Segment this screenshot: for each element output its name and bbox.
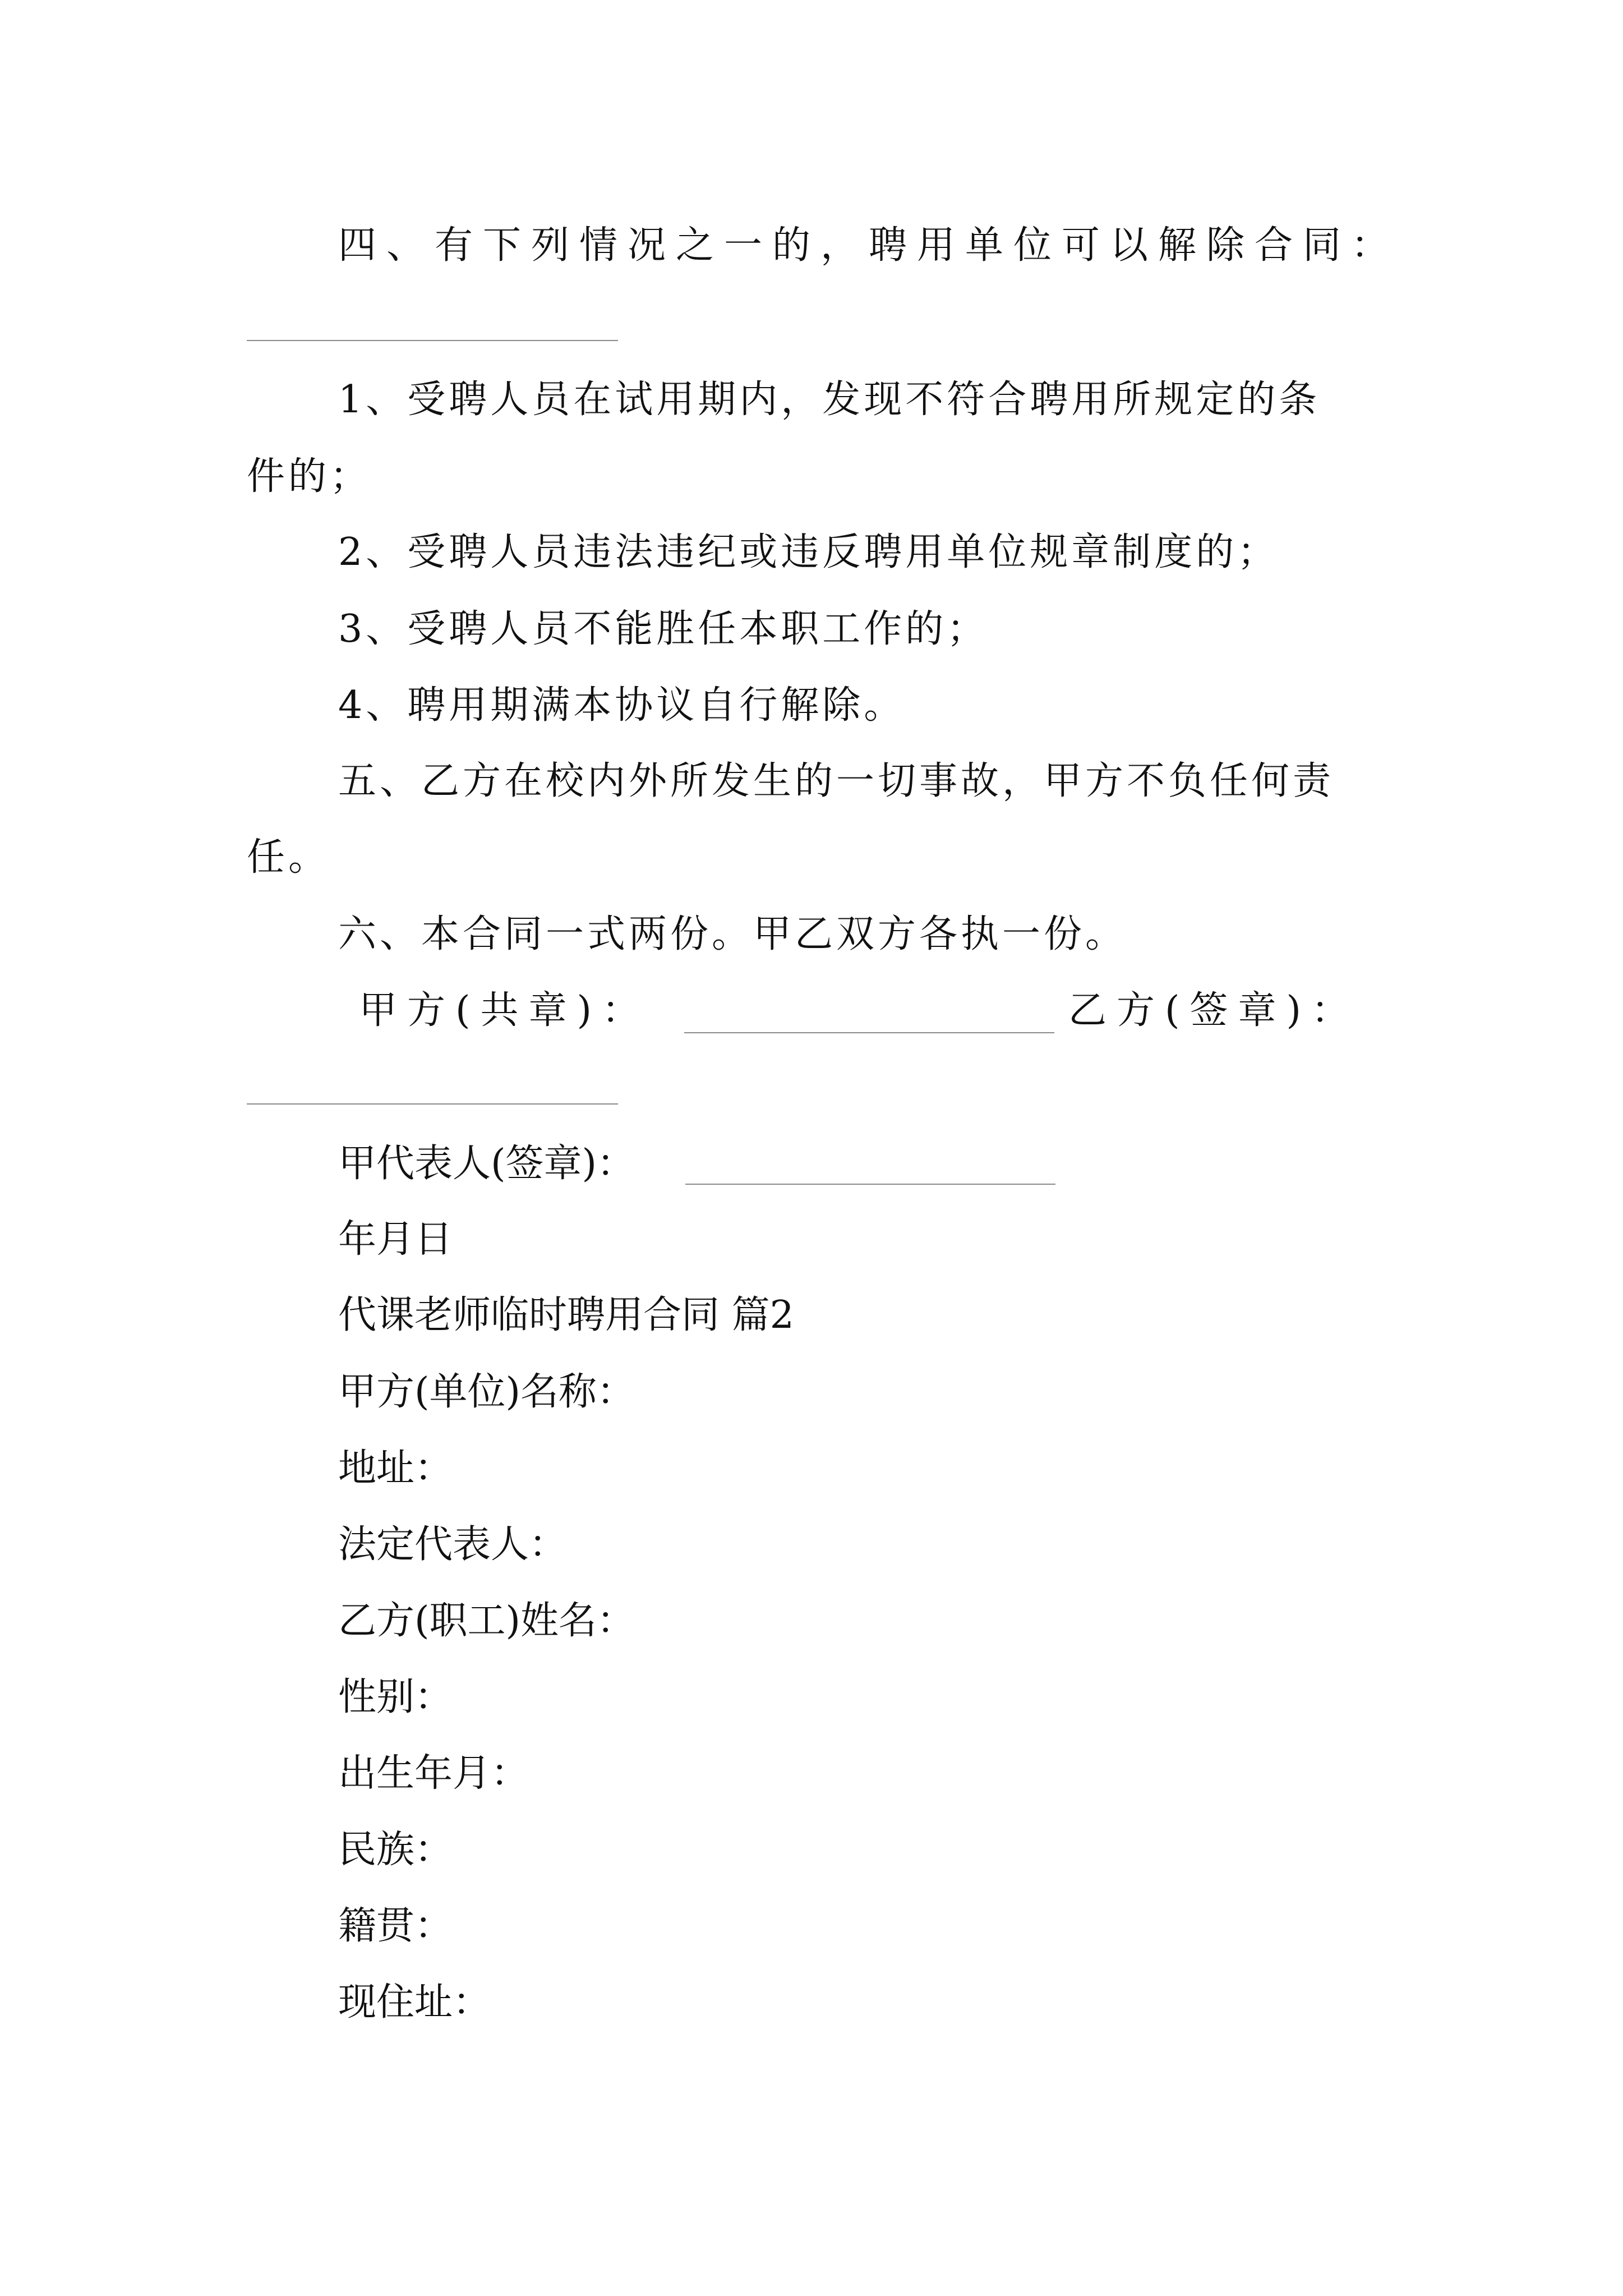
field-gender: 性别： (338, 1675, 453, 1719)
field-native-place: 籍贯： (338, 1904, 453, 1948)
date-line: 年月日 (338, 1217, 453, 1262)
clause-5-line-2: 任。 (247, 835, 330, 880)
field-address: 地址： (338, 1446, 453, 1490)
clause-5-line-1: 五、乙方在校内外所发生的一切事故，甲方不负任何责 (338, 759, 1335, 803)
field-legal-representative: 法定代表人： (338, 1522, 568, 1567)
item-1-line-2: 件的； (247, 454, 372, 499)
item-1-line-1: 1、受聘人员在试用期内，发现不符合聘用所规定的条 (338, 378, 1321, 422)
party-b-seal-blank (247, 1103, 618, 1105)
party-a-seal-blank (684, 1032, 1054, 1033)
field-birth-date: 出生年月： (338, 1751, 529, 1796)
party-b-seal-label: 乙方(签章)： (1068, 988, 1360, 1033)
section-title: 代课老师临时聘用合同 篇2 (338, 1293, 794, 1337)
field-ethnicity: 民族： (338, 1828, 453, 1872)
item-3: 3、受聘人员不能胜任本职工作的； (338, 607, 989, 651)
clause-6: 六、本合同一式两份。甲乙双方各执一份。 (338, 912, 1127, 956)
party-a-seal-label: 甲方(共章)： (359, 988, 651, 1033)
party-a-rep-blank (685, 1184, 1055, 1185)
party-a-rep-label: 甲代表人(签章)： (338, 1142, 635, 1186)
field-employee-name: 乙方(职工)姓名： (338, 1599, 635, 1643)
field-current-address: 现住址： (338, 1980, 491, 2024)
blank-underline (247, 340, 618, 341)
field-employer-name: 甲方(单位)名称： (338, 1370, 635, 1414)
clause-4-heading: 四、有下列情况之一的，聘用单位可以解除合同： (338, 223, 1400, 268)
item-2: 2、受聘人员违法违纪或违反聘用单位规章制度的； (338, 530, 1279, 574)
item-4: 4、聘用期满本协议自行解除。 (338, 683, 906, 728)
